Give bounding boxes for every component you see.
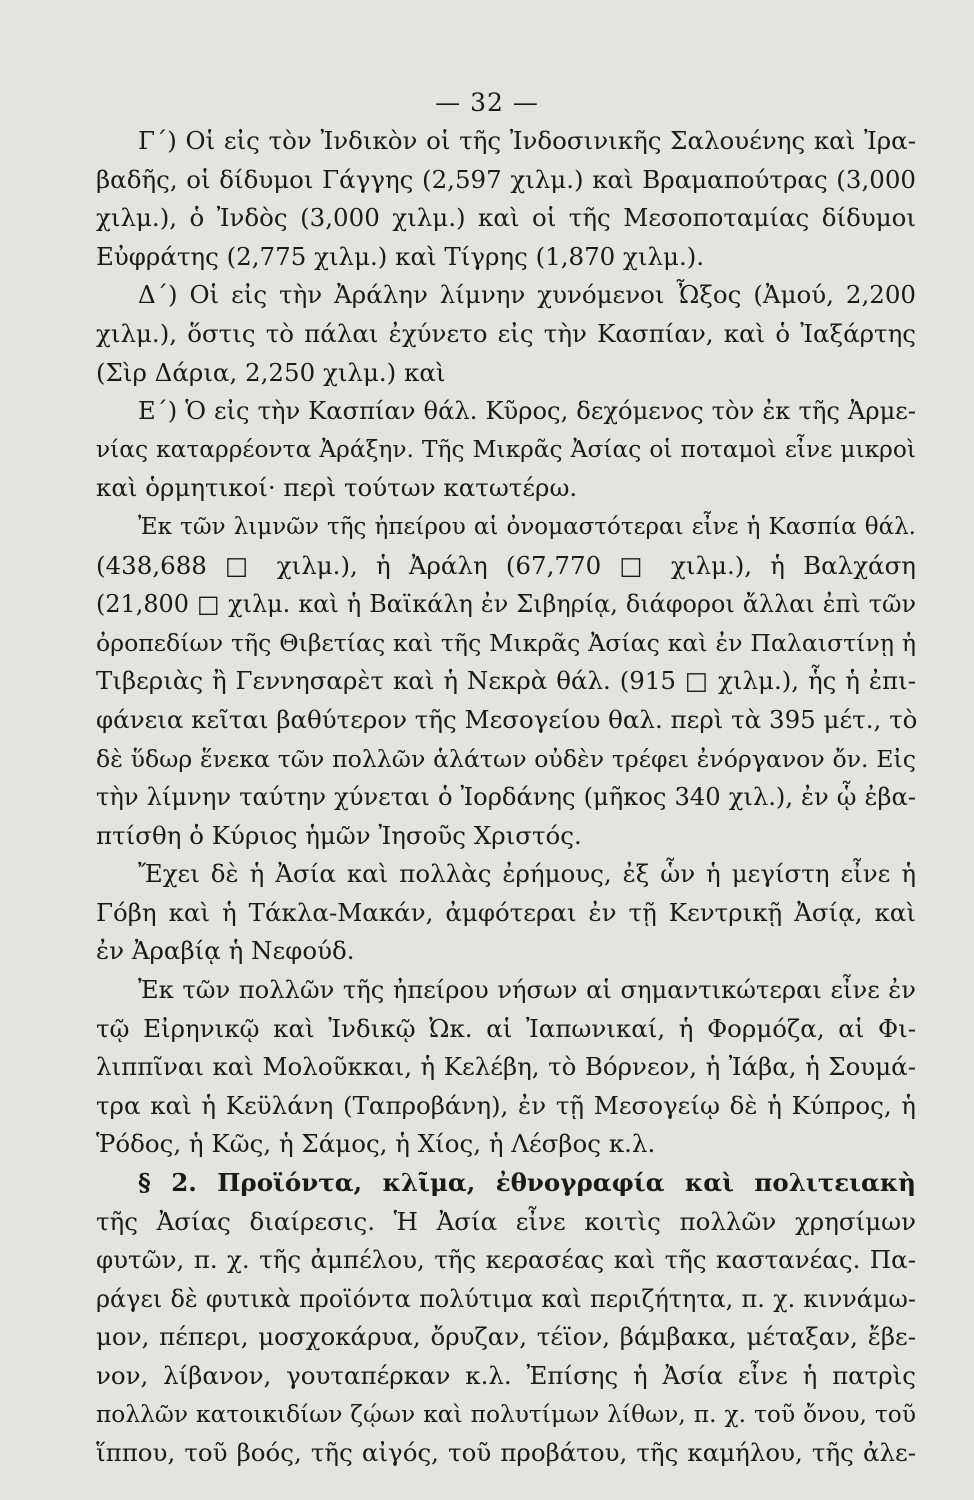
page-number: — 32 — xyxy=(435,88,539,117)
text-line: Ἐκ τῶν πολλῶν τῆς ἠπείρου νήσων αἱ σημαντικώτεραι εἶνε ἐν xyxy=(138,976,916,1005)
text-line: πολλῶν κατοικιδίων ζῴων καὶ πολυτίμων λίθων, π. χ. τοῦ ὄνου, τοῦ xyxy=(96,1400,916,1428)
section-heading: § 2. Προϊόντα, κλῖμα, ἐθνογραφία καὶ πολιτειακὴ xyxy=(138,1168,916,1198)
text-line: τὴν λίμνην ταύτην χύνεται ὁ Ἰορδάνης (μῆκος 340 χιλ.), ἐν ᾧ ἐβα- xyxy=(96,783,916,812)
text-line: δὲ ὕδωρ ἕνεκα τῶν πολλῶν ἁλάτων οὐδὲν τρέφει ἐνόργανον ὄν. Εἰς xyxy=(96,744,916,773)
text-line: Ε΄) Ὁ εἰς τὴν Κασπίαν θάλ. Κῦρος, δεχόμενος τὸν ἐκ τῆς Ἀρμε- xyxy=(138,397,916,426)
text-line: (Σὶρ Δάρια, 2,250 χιλμ.) καὶ xyxy=(96,357,446,387)
text-line: τρα καὶ ἡ Κεϋλάνη (Ταπροβάνη), ἐν τῇ Μεσογείῳ δὲ ἡ Κύπρος, ἡ xyxy=(96,1090,916,1120)
text-line: Γόβη καὶ ἡ Τάκλα-Μακάν, ἀμφότεραι ἐν τῇ Κεντρικῇ Ἀσίᾳ, καὶ xyxy=(96,897,916,927)
text-line: ράγει δὲ φυτικὰ προϊόντα πολύτιμα καὶ περιζήτητα, π. χ. κιννάμω- xyxy=(96,1284,916,1313)
text-line: Ἔχει δὲ ἡ Ἀσία καὶ πολλὰς ἐρήμους, ἐξ ὧν ἡ μεγίστη εἶνε ἡ xyxy=(138,859,916,889)
text-line: φάνεια κεῖται βαθύτερον τῆς Μεσογείου θαλ. περὶ τὰ 395 μέτ., τὸ xyxy=(96,704,918,734)
body-text xyxy=(96,122,916,1473)
text-line: χιλμ.), ὁ Ἰνδὸς (3,000 χιλμ.) καὶ οἱ τῆς Μεσοποταμίας δίδυμοι xyxy=(96,203,916,233)
text-line: ἐν Ἀραβίᾳ ἡ Νεφούδ. xyxy=(96,936,355,966)
text-line: (21,800 □ χιλμ. καὶ ἡ Βαϊκάλη ἐν Σιβηρίᾳ, διάφοροι ἄλλαι ἐπὶ τῶν xyxy=(96,590,916,619)
text-line: νίας καταρρέοντα Ἀράξην. Τῆς Μικρᾶς Ἀσίας οἱ ποταμοὶ εἶνε μικροὶ xyxy=(96,435,916,463)
text-line: Δ΄) Οἱ εἰς τὴν Ἀράλην λίμνην χυνόμενοι Ὦξος (Ἀμού, 2,200 xyxy=(138,280,916,310)
text-line: νον, λίβανον, γουταπέρκαν κ.λ. Ἐπίσης ἡ Ἀσία εἶνε ἡ πατρὶς xyxy=(96,1361,916,1390)
text-line: τῆς Ἀσίας διαίρεσις. Ἡ Ἀσία εἶνε κοιτὶς πολλῶν χρησίμων xyxy=(96,1206,916,1236)
text-line: λιππῖναι καὶ Μολοῦκκαι, ἡ Κελέβη, τὸ Βόρνεον, ἡ Ἰάβα, ἡ Σουμά- xyxy=(96,1052,916,1082)
text-line: μον, πέπερι, μοσχοκάρυα, ὄρυζαν, τέϊον, βάμβακα, μέταξαν, ἔβε- xyxy=(96,1322,916,1352)
text-line: Ῥόδος, ἡ Κῶς, ἡ Σάμος, ἡ Χίος, ἡ Λέσβος κ.λ. xyxy=(96,1129,656,1159)
text-line: ἵππου, τοῦ βοός, τῆς αἰγός, τοῦ προβάτου, τῆς καμήλου, τῆς ἀλε- xyxy=(96,1438,916,1468)
text-line: τῷ Εἰρηνικῷ καὶ Ἰνδικῷ Ὠκ. αἱ Ἰαπωνικαί, ἡ Φορμόζα, αἱ Φι- xyxy=(96,1013,916,1043)
text-line: χιλμ.), ὅστις τὸ πάλαι ἐχύνετο εἰς τὴν Κασπίαν, καὶ ὁ Ἰαξάρτης xyxy=(96,318,916,348)
text-line: Γ΄) Οἱ εἰς τὸν Ἰνδικὸν οἱ τῆς Ἰνδοσινικῆς Σαλουένης καὶ Ἰρα- xyxy=(138,126,916,155)
text-line: φυτῶν, π. χ. τῆς ἀμπέλου, τῆς κερασέας καὶ τῆς καστανέας. Πα- xyxy=(96,1245,916,1275)
text-line: καὶ ὁρμητικοί· περὶ τούτων κατωτέρω. xyxy=(96,473,578,503)
text-line: Τιβεριὰς ἢ Γεννησαρὲτ καὶ ἡ Νεκρὰ θάλ. (915 □ χιλμ.), ἧς ἡ ἐπι- xyxy=(96,666,916,696)
text-line: Εὐφράτης (2,775 χιλμ.) καὶ Τίγρης (1,870 χιλμ.). xyxy=(96,241,705,271)
text-line: πτίσθη ὁ Κύριος ἡμῶν Ἰησοῦς Χριστός. xyxy=(96,820,582,850)
text-line: ὀροπεδίων τῆς Θιβετίας καὶ τῆς Μικρᾶς Ἀσίας καὶ ἐν Παλαιστίνῃ ἡ xyxy=(96,628,916,657)
text-line: βαδῆς, οἱ δίδυμοι Γάγγης (2,597 χιλμ.) καὶ Βραμαπούτρας (3,000 xyxy=(96,164,916,194)
text-line: Ἐκ τῶν λιμνῶν τῆς ἠπείρου αἱ ὀνομαστότεραι εἶνε ἡ Κασπία θάλ. xyxy=(138,513,916,540)
text-line: (438,688 □ χιλμ.), ἡ Ἀράλη (67,770 □ χιλμ.), ἡ Βαλχάση xyxy=(96,550,916,580)
